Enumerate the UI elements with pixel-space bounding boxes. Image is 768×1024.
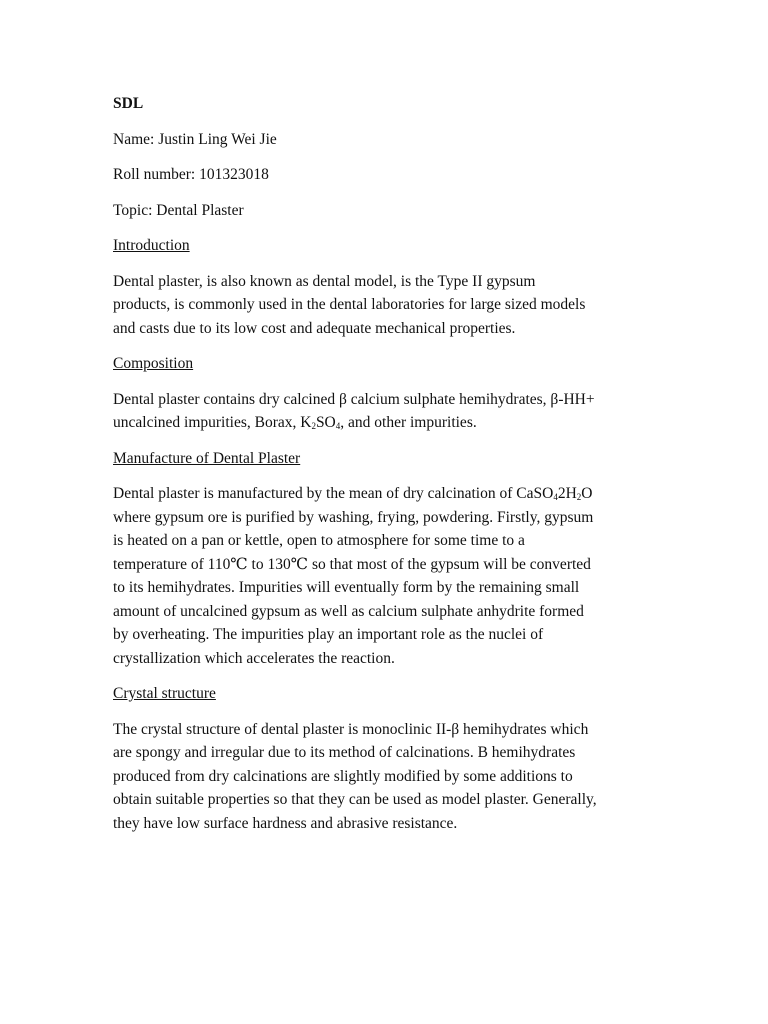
manufacture-line xyxy=(113,482,673,506)
composition-paragraph xyxy=(113,388,673,435)
subscript: 4 xyxy=(335,421,341,431)
manufacture-line: crystallization which accelerates the reaction. xyxy=(113,649,395,667)
manufacture-line: temperature of 110℃ to 130℃ so that most of the gypsum will be converted xyxy=(113,555,591,573)
manufacture-heading: Manufacture of Dental Plaster xyxy=(113,449,301,467)
manufacture-line: is heated on a pan or kettle, open to atmosphere for some time to a xyxy=(113,532,525,549)
manufacture-line: to its hemihydrates. Impurities will eventually form by the remaining small xyxy=(113,579,580,596)
manufacture-line: where gypsum ore is purified by washing, frying, powdering. Firstly, gypsum xyxy=(113,508,594,526)
manufacture-line: amount of uncalcined gypsum as well as calcium sulphate anhydrite formed xyxy=(113,602,584,620)
subscript: 4 xyxy=(553,492,558,502)
manufacture-line: by overheating. The impurities play an important role as the nuclei of xyxy=(113,626,544,643)
introduction-line: products, is commonly used in the dental laboratories for large sized models xyxy=(113,296,586,313)
crystal-structure-paragraph xyxy=(113,718,673,836)
composition-text: , and other impurities. xyxy=(340,414,477,431)
subscript: 2 xyxy=(576,492,582,502)
manufacture-text: O xyxy=(581,485,593,502)
crystal-structure-line: The crystal structure of dental plaster is monoclinic II-β hemihydrates which xyxy=(113,720,589,738)
introduction-heading: Introduction xyxy=(113,237,190,254)
topic: Topic: Dental Plaster xyxy=(113,201,244,219)
crystal-structure-line: produced from dry calcinations are slightly modified by some additions to xyxy=(113,767,573,785)
roll-number: Roll number: 101323018 xyxy=(113,166,269,183)
subscript: 2 xyxy=(311,421,316,431)
introduction-line: Dental plaster, is also known as dental model, is the Type II gypsum xyxy=(113,272,536,290)
composition-text: SO xyxy=(315,414,336,431)
composition-line xyxy=(113,411,673,435)
manufacture-text: 2H xyxy=(557,485,577,502)
student-name: Name: Justin Ling Wei Jie xyxy=(113,130,277,148)
crystal-structure-line: obtain suitable properties so that they can be used as model plaster. Generally, xyxy=(113,791,597,808)
crystal-structure-heading: Crystal structure xyxy=(113,685,216,702)
crystal-structure-line: they have low surface hardness and abrasive resistance. xyxy=(113,814,458,832)
manufacture-text: Dental plaster is manufactured by the mean of dry calcination of CaSO xyxy=(113,485,554,502)
introduction-paragraph xyxy=(113,270,673,341)
introduction-line: and casts due to its low cost and adequate mechanical properties. xyxy=(113,319,516,337)
composition-line: Dental plaster contains dry calcined β calcium sulphate hemihydrates, β-HH+ xyxy=(113,390,595,408)
composition-heading: Composition xyxy=(113,355,194,372)
composition-text: uncalcined impurities, Borax, K xyxy=(113,414,312,431)
manufacture-paragraph xyxy=(113,482,673,670)
document-title: SDL xyxy=(113,95,144,112)
document-page xyxy=(113,92,673,847)
crystal-structure-line: are spongy and irregular due to its method of calcinations. B hemihydrates xyxy=(113,744,576,761)
